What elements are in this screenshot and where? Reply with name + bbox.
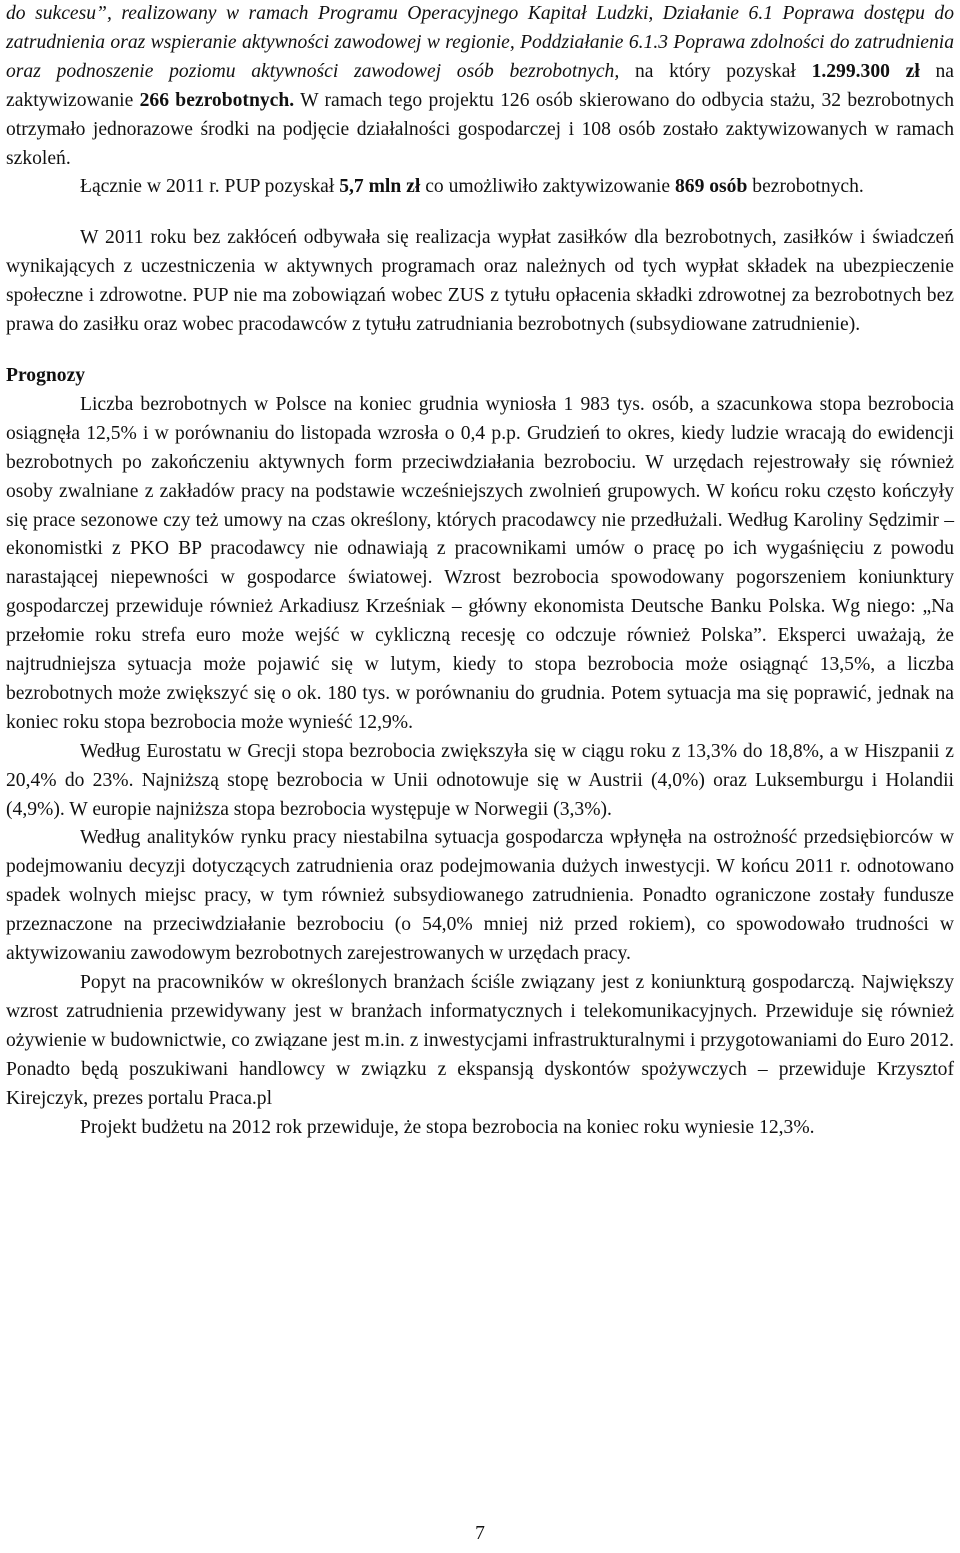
project-text: na który pozyskał: [619, 60, 812, 82]
project-name-text: do sukcesu”, realizowany w ramach Programu Operacyjnego Kapitał Ludzki, Działanie 6.1 Poprawa dostępu do zatrudnienia oraz wspieranie aktywności zawodowej w regionie, Poddziałanie 6.1.3 Poprawa zdolności do zatrudnienia oraz podnoszenie poziomu aktywności zawodowej osób bezrobotnych,: [6, 3, 954, 82]
total-text: co umożliwiło zaktywizowanie: [420, 176, 675, 198]
paragraph-budget: Projekt budżetu na 2012 rok przewiduje, że stopa bezrobocia na koniec roku wyniesie 12,3%.: [80, 1116, 815, 1138]
project-count: 266 bezrobotnych.: [139, 89, 295, 111]
total-count: 869 osób: [674, 176, 748, 198]
section-heading: Prognozy: [6, 364, 86, 386]
total-text: bezrobotnych.: [747, 176, 864, 198]
project-text: na zaktywizowanie: [6, 60, 954, 111]
paragraph-eurostat: Według Eurostatu w Grecji stopa bezrobocia zwiększyła się w ciągu roku z 13,3% do 18,8%, a w Hiszpanii z 20,4% do 23%. Najniższą stopę bezrobocia w Unii odnotowuje się w Austrii (4,0%) oraz Luksemburgu i Holandii (4,9%). W europie najniższa stopa bezrobocia występuje w Norwegii (3,3%).: [6, 740, 954, 820]
page-number: 7: [475, 1523, 485, 1544]
total-text: Łącznie w 2011 r. PUP pozyskał: [80, 176, 340, 198]
paragraph-forecast: Liczba bezrobotnych w Polsce na koniec grudnia wyniosła 1 983 tys. osób, a szacunkowa stopa bezrobocia osiągnęła 12,5% i w porównaniu do listopada wzrosła o 0,4 p.p. Grudzień to okres, kiedy ludzie wracają do ewidencji bezrobotnych po zakończeniu aktywnych form przeciwdziałania bezrobociu. W urzędach rejestrowały się również osoby zwalniane z zakładów pracy na podstawie wcześniejszych zwolnień grupowych. W końcu roku często kończyły się prace sezonowe czy też umowy na czas określony, których pracodawcy nie przedłużali. Według Karoliny Sędzimir – ekonomistki z PKO BP pracodawcy nie odnawiają z pracownikami umów o pracę po ich wygaśnięciu z powodu narastającej niepewności w gospodarce światowej. Wzrost bezrobocia spowodowany pogorszeniem koniunktury gospodarczej przewiduje również Arkadiusz Krześniak – główny ekonomista Deutsche Banku Polska. Wg niego: „Na przełomie roku strefa euro może wejść w cykliczną recesję co odczuje również Polska”. Eksperci uważają, że najtrudniejsza sytuacja może pojawić się w lutym, kiedy to stopa bezrobocia może osiągnąć 13,5%, a liczba bezrobotnych może zwiększyć się o ok. 180 tys. w porównaniu do grudnia. Potem sytuacja ma się poprawić, jednak na koniec roku stopa bezrobocia może wynieść 12,9%.: [6, 393, 954, 733]
paragraph-analysts: Według analityków rynku pracy niestabilna sytuacja gospodarcza wpłynęła na ostrożność przedsiębiorców w podejmowaniu decyzji dotyczących zatrudnienia oraz podejmowania dużych inwestycji. W końcu 2011 r. odnotowano spadek wolnych miejsc pracy, w tym również subsydiowanego zatrudnienia. Ponadto ograniczone zostały fundusze przeznaczone na przeciwdziałanie bezrobociu (o 54,0% mniej niż przed rokiem), co spowodowało trudności w aktywizowaniu zawodowym bezrobotnych zarejestrowanych w urzędach pracy.: [6, 827, 954, 965]
paragraph-benefits: W 2011 roku bez zakłóceń odbywała się realizacja wypłat zasiłków dla bezrobotnych, zasiłków i świadczeń wynikających z uczestniczenia w aktywnych programach oraz należnych od tych wypłat składek na ubezpieczenie społeczne i zdrowotne. PUP nie ma zobowiązań wobec ZUS z tytułu opłacenia składki zdrowotnej za bezrobotnych bez prawa do zasiłku oraz wobec pracodawców z tytułu zatrudniania bezrobotnych (subsydiowane zatrudnienie).: [6, 227, 954, 336]
spacer: [6, 340, 954, 362]
paragraph-project-summary: [6, 0, 954, 173]
paragraph-demand: Popyt na pracowników w określonych branżach ściśle związany jest z koniunkturą gospodarczą. Największy wzrost zatrudnienia przewidywany jest w branżach informatycznych i telekomunikacyjnych. Przewiduje się również ożywienie w budownictwie, co związane jest m.in. z inwestycjami infrastrukturalnymi i przygotowaniami do Euro 2012. Ponadto będą poszukiwani handlowcy w związku z ekspansją dyskontów spożywczych – przewiduje Krzysztof Kirejczyk, prezes portalu Praca.pl: [6, 972, 954, 1109]
project-text: W ramach tego projektu 126 osób skierowano do odbycia stażu, 32 bezrobotnych otrzymało jednorazowe środki na podjęcie działalności gospodarczej i 108 osób zostało zaktywizowanych w ramach szkoleń.: [6, 89, 954, 169]
spacer: [6, 202, 954, 224]
total-amount: 5,7 mln zł: [339, 176, 421, 198]
project-amount: 1.299.300 zł: [811, 60, 920, 82]
paragraph-total-2011: [6, 173, 954, 202]
document-page: [6, 0, 954, 1142]
